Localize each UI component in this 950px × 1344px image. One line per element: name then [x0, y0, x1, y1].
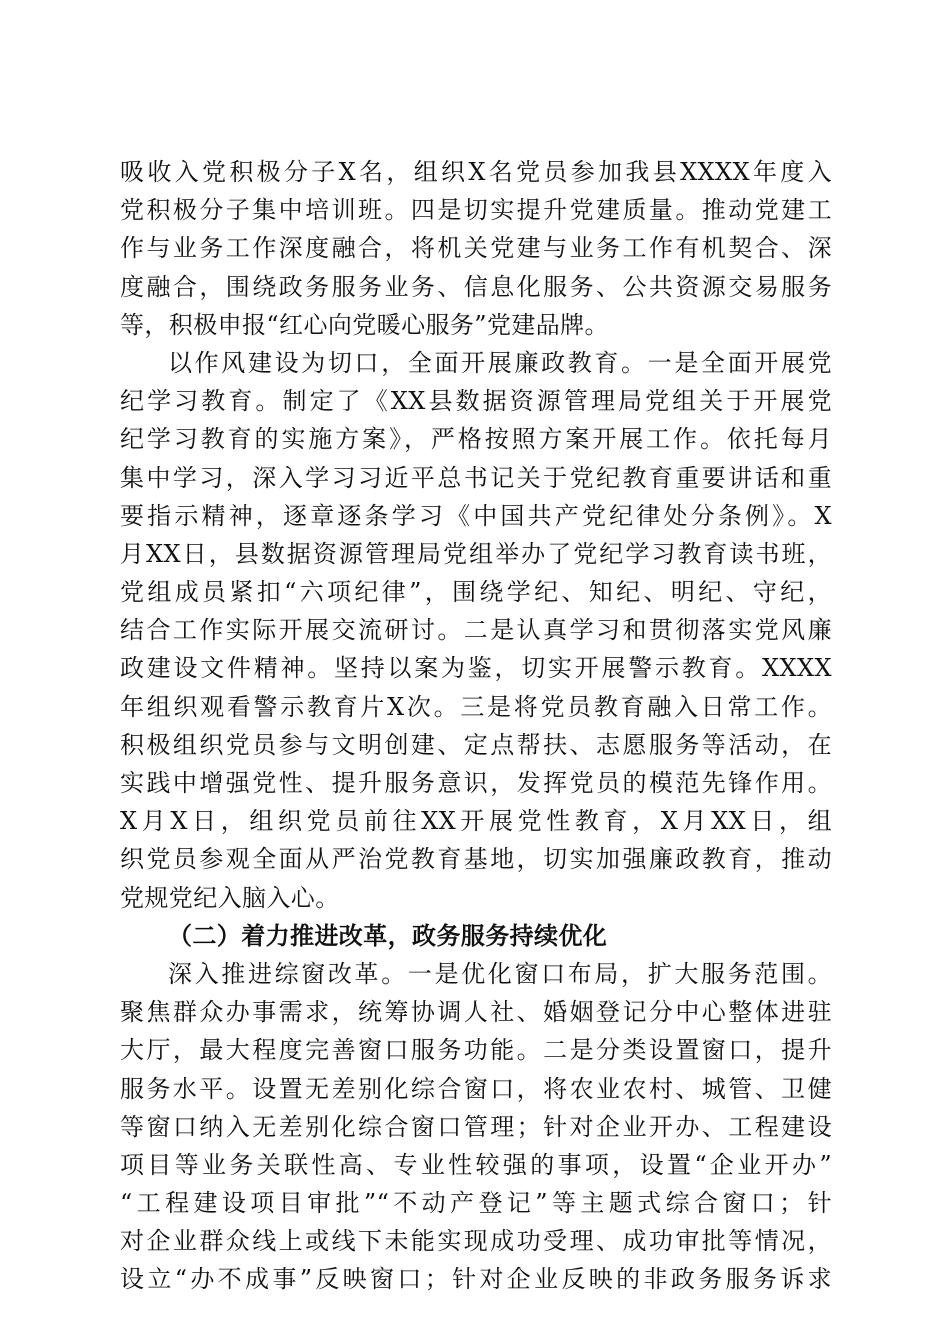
text-line: 年组织观看警示教育片X次。三是将党员教育融入日常工作。: [120, 692, 832, 721]
text-line: “工程建设项目审批”“不动产登记”等主题式综合窗口；针: [120, 1189, 832, 1218]
section-heading: （二）着力推进改革，政务服务持续优化: [168, 920, 608, 950]
paragraph-start-line: 以作风建设为切口，全面开展廉政教育。一是全面开展党: [168, 348, 832, 377]
document-body: [120, 153, 832, 1299]
text-line: 实践中增强党性、提升服务意识，发挥党员的模范先锋作用。: [120, 769, 832, 797]
text-line: 结合工作实际开展交流研讨。二是认真学习和贯彻落实党风廉: [120, 616, 832, 645]
text-line: 纪学习教育。制定了《XX县数据资源管理局党组关于开展党: [120, 387, 832, 416]
text-line: 项目等业务关联性高、专业性较强的事项，设置“企业开办”: [120, 1150, 832, 1179]
text-line: 等，积极申报“红心向党暖心服务”党建品牌。: [120, 310, 609, 339]
text-line: 纪学习教育的实施方案》，严格按照方案开展工作。依托每月: [120, 425, 832, 454]
text-line: 作与业务工作深度融合，将机关党建与业务工作有机契合、深: [120, 234, 832, 263]
text-line: 政建设文件精神。坚持以案为鉴，切实开展警示教育。XXXX: [120, 654, 832, 683]
text-line: 积极组织党员参与文明创建、定点帮扶、志愿服务等活动，在: [120, 730, 832, 759]
text-line: 织党员参观全面从严治党教育基地，切实加强廉政教育，推动: [120, 845, 832, 874]
text-line: 聚焦群众办事需求，统筹协调人社、婚姻登记分中心整体进驻: [120, 998, 832, 1027]
text-line: 党规党纪入脑入心。: [120, 883, 340, 912]
text-line: 月XX日，县数据资源管理局党组举办了党纪学习教育读书班，: [120, 539, 832, 568]
text-line: 对企业群众线上或线下未能实现成功受理、成功审批等情况，: [120, 1227, 832, 1256]
text-line: 大厅，最大程度完善窗口服务功能。二是分类设置窗口，提升: [120, 1036, 832, 1065]
text-line: 服务水平。设置无差别化综合窗口，将农业农村、城管、卫健: [120, 1074, 832, 1103]
text-line: 设立“办不成事”反映窗口；针对企业反映的非政务服务诉求: [120, 1265, 832, 1294]
text-line: 要指示精神，逐章逐条学习《中国共产党纪律处分条例》。X: [120, 501, 832, 530]
text-line: 集中学习，深入学习习近平总书记关于党纪教育重要讲话和重: [120, 463, 832, 492]
paragraph-start-line: 深入推进综窗改革。一是优化窗口布局，扩大服务范围。: [168, 959, 832, 988]
text-line: 党组成员紧扣“六项纪律”，围绕学纪、知纪、明纪、守纪，: [120, 578, 832, 607]
text-line: X月X日，组织党员前往XX开展党性教育，X月XX日，组: [120, 807, 832, 836]
text-line: 度融合，围绕政务服务业务、信息化服务、公共资源交易服务: [120, 272, 832, 301]
text-line: 党积极分子集中培训班。四是切实提升党建质量。推动党建工: [120, 196, 832, 225]
text-line: 吸收入党积极分子X名，组织X名党员参加我县XXXX年度入: [120, 158, 832, 186]
text-line: 等窗口纳入无差别化综合窗口管理；针对企业开办、工程建设: [120, 1112, 832, 1141]
